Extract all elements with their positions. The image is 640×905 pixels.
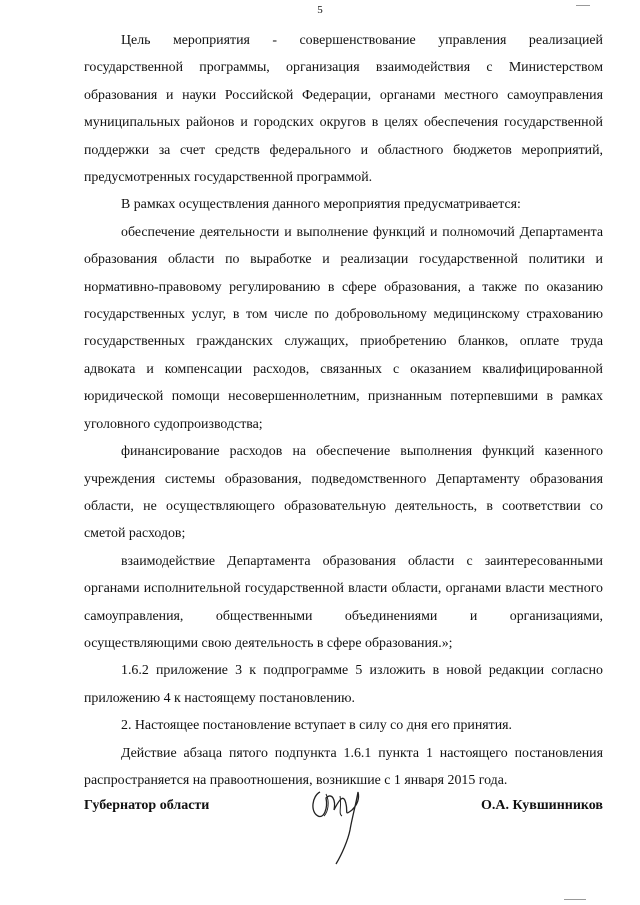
paragraph-cooperation: взаимодействие Департамента образования области с заинтересованными органами исполнительной государственной власти области, органами власти местного самоуправления, общественными объединениями и организациями, осуществляющими свою деятельность в сфере образования.»; — [84, 553, 603, 651]
paragraph-financing: финансирование расходов на обеспечение выполнения функций казенного учреждения системы образования, подведомственного Департаменту образования области, не осуществляющего образовательную деятельность, в соответствии со сметой расходов; — [84, 444, 603, 542]
paragraph-framework: В рамках осуществления данного мероприятия предусматривается: — [121, 197, 521, 213]
paragraph-goal: Цель мероприятия - совершенствование управления реализацией государственной программы, организация взаимодействия с Министерством образования и науки Российской Федерации, органами местного самоуправления муниципальных районов и городских округов в целях обеспечения государственной поддержки за счет средств федерального и областного бюджетов мероприятий, предусмотренных государственной программой. — [84, 33, 603, 186]
paragraph-retroactive-effect: Действие абзаца пятого подпункта 1.6.1 пункта 1 настоящего постановления распространяется на правоотношения, возникшие с 1 января 2015 года. — [84, 745, 603, 788]
page-number: 5 — [317, 4, 323, 16]
signatory-name: О.А. Кувшинников — [480, 798, 603, 813]
paragraph-appendix-amendment: 1.6.2 приложение 3 к подпрограмме 5 изложить в новой редакции согласно приложению 4 к настоящему постановлению. — [84, 663, 603, 706]
handwritten-signature — [306, 778, 366, 868]
document-body — [84, 27, 603, 794]
signatory-title: Губернатор области — [84, 798, 210, 813]
paragraph-effective-date: 2. Настоящее постановление вступает в силу со дня его принятия. — [121, 718, 513, 734]
scan-edge-mark — [564, 899, 586, 900]
signature-block — [84, 798, 603, 878]
scan-edge-mark — [576, 5, 590, 6]
paragraph-support-activity: обеспечение деятельности и выполнение функций и полномочий Департамента образования области по выработке и реализации государственной политики и нормативно-правовому регулированию в сфере образования, а также по оказанию государственных услуг, в том числе по добровольному медицинскому страхованию государственных гражданских служащих, приобретению бланков, оплате труда адвоката и компенсации расходов, связанных с оказанием квалифицированной юридической помощи несовершеннолетним, признанным потерпевшими в рамках уголовного судопроизводства; — [84, 224, 603, 432]
